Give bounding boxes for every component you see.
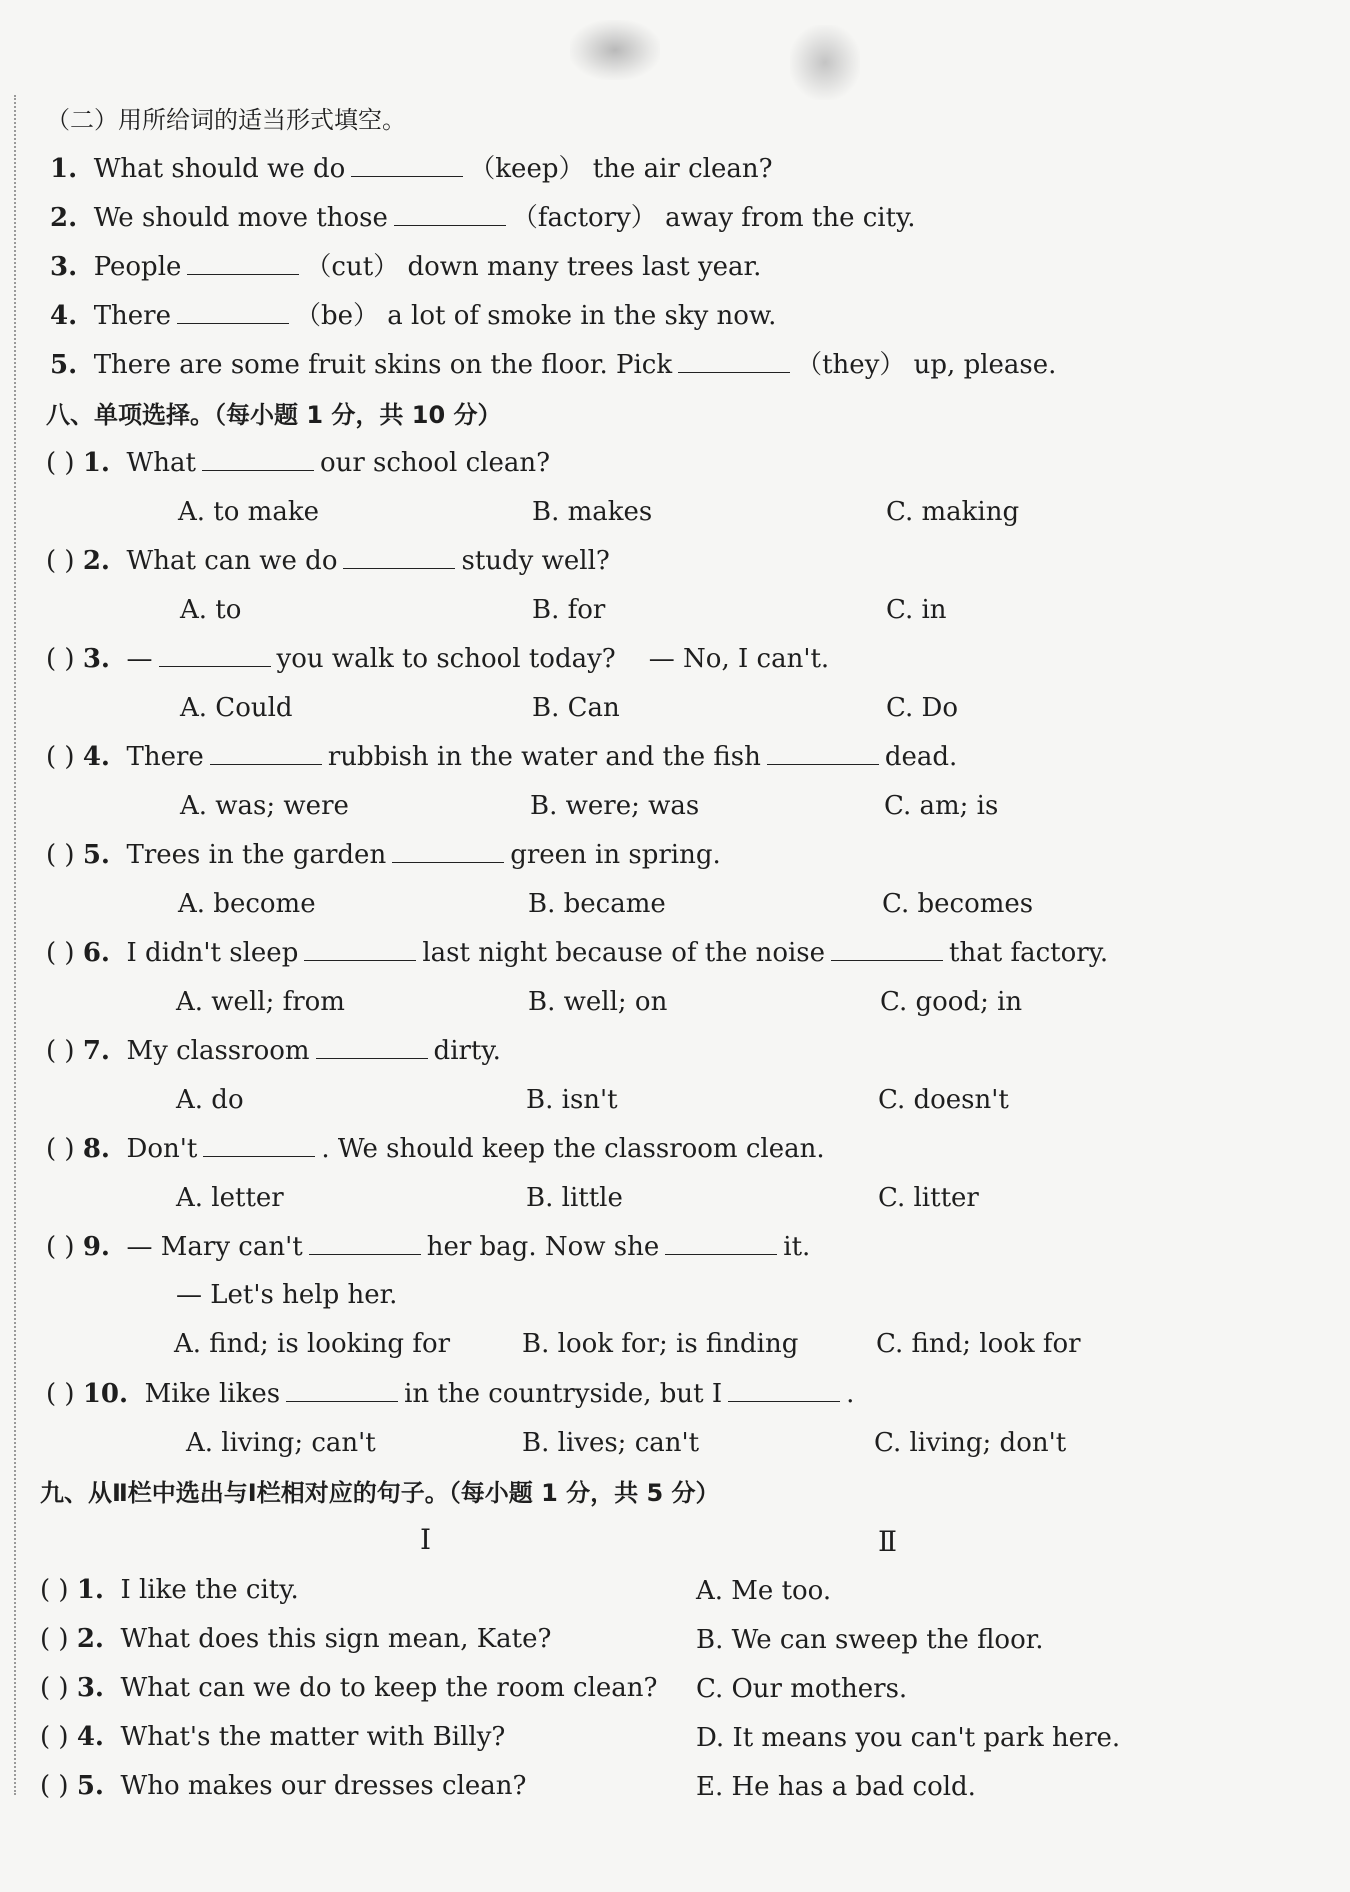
option-a: A. living; can't — [186, 1428, 376, 1458]
fill-question-5: 5. There are some fruit skins on the floor. Pick （they） up, please. — [50, 350, 1057, 380]
mc-question-9-reply: — Let's help her. — [176, 1280, 398, 1310]
answer-blank[interactable] — [316, 1036, 428, 1059]
match-right-a: A. Me too. — [696, 1576, 832, 1606]
option-b: B. were; was — [530, 791, 700, 821]
option-b: B. became — [528, 889, 666, 919]
answer-paren[interactable]: ( ) — [46, 644, 75, 674]
mc-question-3: ( ) 3. — you walk to school today? — No, I can't. — [46, 644, 830, 674]
answer-blank[interactable] — [286, 1379, 398, 1402]
option-c: C. am; is — [884, 791, 999, 821]
fill-question-3: 3. People （cut） down many trees last year. — [50, 252, 762, 282]
answer-blank[interactable] — [304, 938, 416, 961]
section2-heading: （二）用所给词的适当形式填空。 — [46, 106, 406, 134]
match-left-5: ( ) 5. Who makes our dresses clean? — [40, 1771, 527, 1801]
scan-smudge — [790, 25, 860, 100]
fill-question-2: 2. We should move those （factory） away from the city. — [50, 203, 916, 233]
answer-paren[interactable]: ( ) — [40, 1771, 69, 1801]
answer-blank[interactable] — [203, 1134, 315, 1157]
answer-paren[interactable]: ( ) — [46, 1232, 75, 1262]
answer-blank[interactable] — [351, 154, 463, 177]
answer-blank[interactable] — [665, 1232, 777, 1255]
answer-blank[interactable] — [767, 742, 879, 765]
answer-paren[interactable]: ( ) — [46, 546, 75, 576]
mc-question-2: ( ) 2. What can we do study well? — [46, 546, 610, 576]
answer-paren[interactable]: ( ) — [40, 1575, 69, 1605]
answer-paren[interactable]: ( ) — [40, 1673, 69, 1703]
option-a: A. was; were — [180, 791, 349, 821]
option-c: C. good; in — [880, 987, 1023, 1017]
option-c: C. making — [886, 497, 1020, 527]
mc-question-4: ( ) 4. There rubbish in the water and the fish dead. — [46, 742, 958, 772]
option-a: A. to make — [178, 497, 319, 527]
mc-question-8: ( ) 8. Don't . We should keep the classroom clean. — [46, 1134, 825, 1164]
mc-question-9: ( ) 9. — Mary can't her bag. Now she it. — [46, 1232, 811, 1262]
mc-question-6: ( ) 6. I didn't sleep last night because of the noise that factory. — [46, 938, 1109, 968]
option-b: B. lives; can't — [522, 1428, 700, 1458]
match-right-b: B. We can sweep the floor. — [696, 1625, 1044, 1655]
match-left-4: ( ) 4. What's the matter with Billy? — [40, 1722, 506, 1752]
option-a: A. become — [178, 889, 316, 919]
scan-smudge — [570, 20, 660, 80]
option-c: C. doesn't — [878, 1085, 1009, 1115]
option-a: A. do — [176, 1085, 244, 1115]
match-left-1: ( ) 1. I like the city. — [40, 1575, 299, 1605]
answer-blank[interactable] — [187, 252, 299, 275]
mc-question-10: ( ) 10. Mike likes in the countryside, but I . — [46, 1379, 855, 1409]
option-a: A. well; from — [176, 987, 345, 1017]
option-c: C. litter — [878, 1183, 979, 1213]
option-c: C. living; don't — [874, 1428, 1067, 1458]
column-i-heading: Ⅰ — [420, 1523, 432, 1556]
option-c: C. find; look for — [876, 1329, 1081, 1359]
option-b: B. look for; is finding — [522, 1329, 799, 1359]
option-a: A. to — [180, 595, 242, 625]
option-b: B. Can — [532, 693, 620, 723]
match-left-2: ( ) 2. What does this sign mean, Kate? — [40, 1624, 552, 1654]
option-b: B. well; on — [528, 987, 668, 1017]
answer-blank[interactable] — [159, 644, 271, 667]
section9-heading: 九、从Ⅱ栏中选出与Ⅰ栏相对应的句子。（每小题 1 分，共 5 分） — [40, 1479, 720, 1507]
answer-blank[interactable] — [728, 1379, 840, 1402]
answer-paren[interactable]: ( ) — [46, 448, 75, 478]
option-b: B. makes — [532, 497, 653, 527]
section8-heading: 八、单项选择。（每小题 1 分，共 10 分） — [46, 401, 502, 429]
answer-blank[interactable] — [177, 301, 289, 324]
mc-question-1: ( ) 1. What our school clean? — [46, 448, 551, 478]
answer-paren[interactable]: ( ) — [46, 938, 75, 968]
answer-paren[interactable]: ( ) — [46, 742, 75, 772]
match-right-c: C. Our mothers. — [696, 1674, 908, 1704]
option-a: A. letter — [176, 1183, 284, 1213]
fill-question-4: 4. There （be） a lot of smoke in the sky now. — [50, 301, 777, 331]
answer-blank[interactable] — [394, 203, 506, 226]
option-b: B. little — [526, 1183, 623, 1213]
option-c: C. in — [886, 595, 947, 625]
answer-paren[interactable]: ( ) — [46, 1036, 75, 1066]
option-a: A. find; is looking for — [174, 1329, 451, 1359]
answer-blank[interactable] — [678, 350, 790, 373]
option-b: B. for — [532, 595, 606, 625]
answer-paren[interactable]: ( ) — [40, 1722, 69, 1752]
match-right-d: D. It means you can't park here. — [696, 1723, 1121, 1753]
answer-blank[interactable] — [309, 1232, 421, 1255]
answer-paren[interactable]: ( ) — [46, 840, 75, 870]
option-c: C. becomes — [882, 889, 1034, 919]
answer-blank[interactable] — [831, 938, 943, 961]
answer-paren[interactable]: ( ) — [46, 1134, 75, 1164]
match-left-3: ( ) 3. What can we do to keep the room clean? — [40, 1673, 658, 1703]
answer-blank[interactable] — [210, 742, 322, 765]
mc-question-5: ( ) 5. Trees in the garden green in spring. — [46, 840, 721, 870]
answer-paren[interactable]: ( ) — [46, 1379, 75, 1409]
answer-blank[interactable] — [202, 448, 314, 471]
fill-question-1: 1. What should we do （keep） the air clean? — [50, 154, 773, 184]
option-b: B. isn't — [526, 1085, 618, 1115]
margin-dotted-line — [14, 95, 16, 1795]
match-right-e: E. He has a bad cold. — [696, 1772, 976, 1802]
option-a: A. Could — [180, 693, 293, 723]
answer-blank[interactable] — [343, 546, 455, 569]
mc-question-7: ( ) 7. My classroom dirty. — [46, 1036, 501, 1066]
answer-blank[interactable] — [392, 840, 504, 863]
answer-paren[interactable]: ( ) — [40, 1624, 69, 1654]
option-c: C. Do — [886, 693, 958, 723]
column-ii-heading: Ⅱ — [878, 1525, 898, 1558]
